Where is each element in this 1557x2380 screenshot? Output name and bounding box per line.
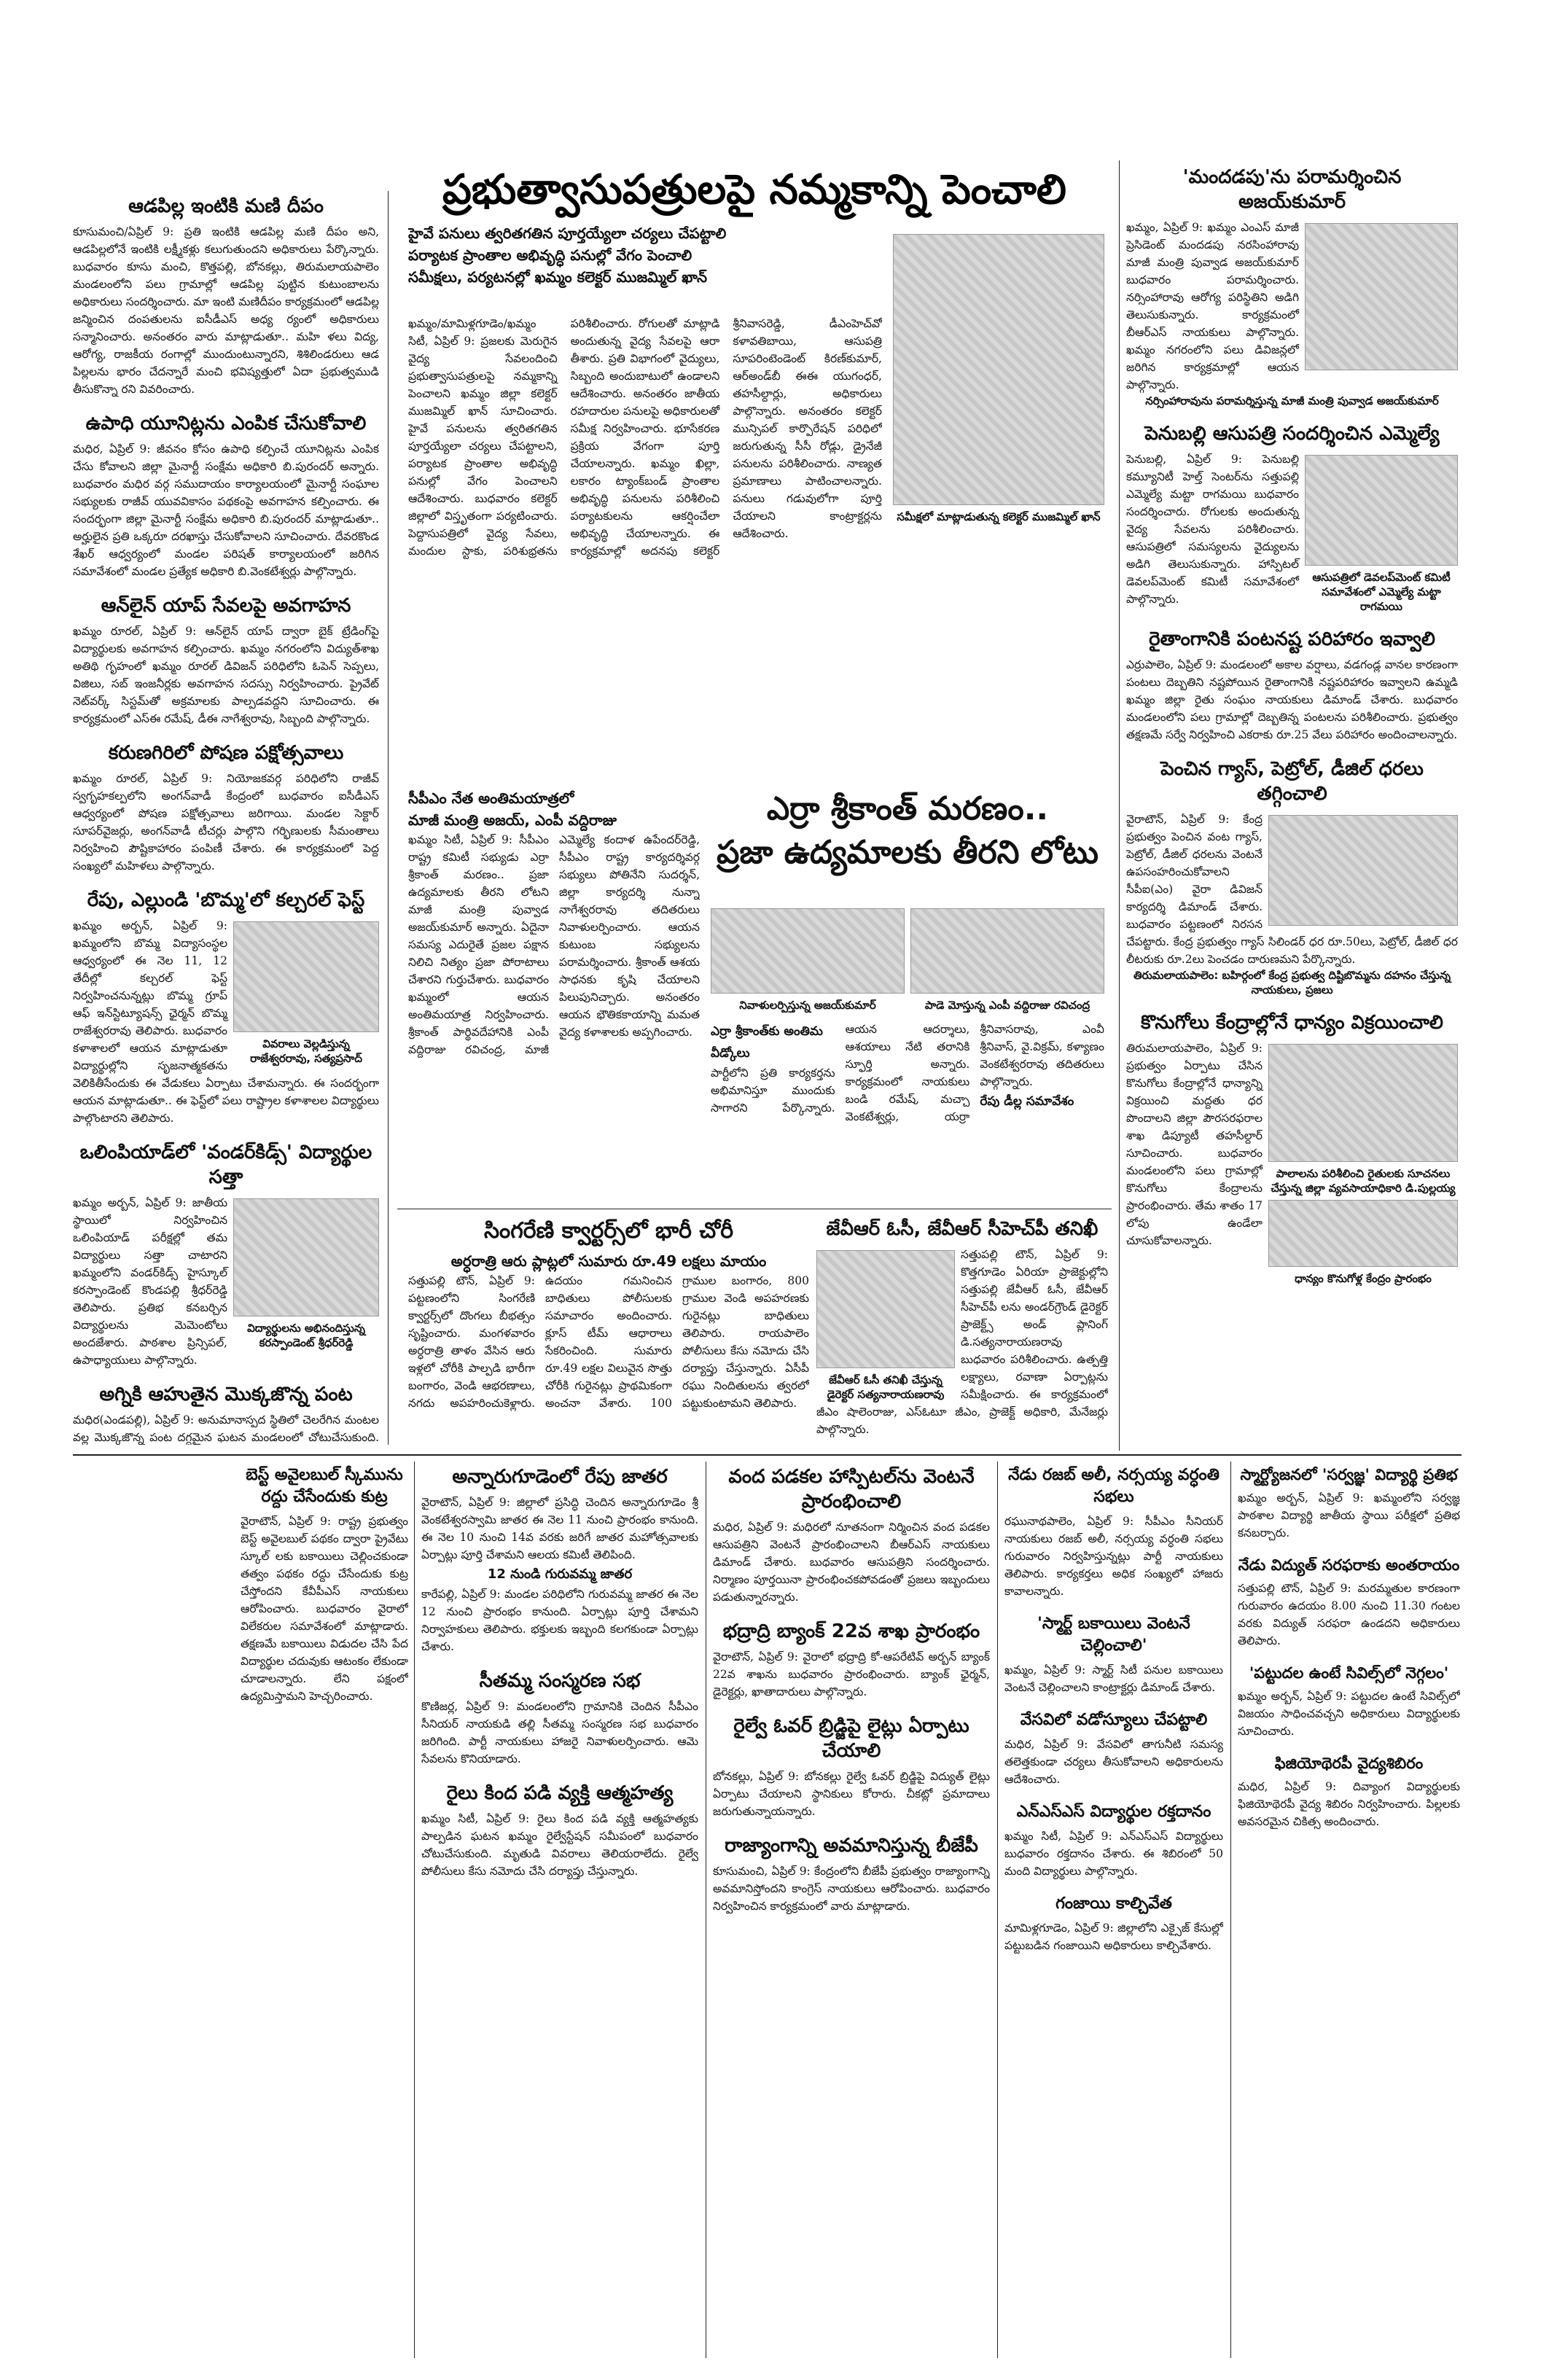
story-body: ఖమ్మం అర్బన్, ఏప్రిల్ 9: ఖమ్మంలోని సర్వజ్ఞ పాఠశాల విద్యార్థి జాతీయ స్థాయి పరీక్షలో ప్రతిభ కనబర్చారు. bbox=[1238, 1491, 1460, 1540]
jvr-story bbox=[816, 1214, 1108, 1447]
story-body: మామిళ్లగూడెం, ఏప్రిల్ 9: జిల్లాలోని ఎక్సైజ్ కేసుల్లో పట్టుబడిన గంజాయిని అధికారులు కాల్చివేశారు. bbox=[1004, 1921, 1223, 1952]
story-mandadapu bbox=[1126, 162, 1458, 408]
photo-block bbox=[233, 1194, 379, 1350]
headline: భద్రాద్రి బ్యాంక్ 22వ శాఖ ప్రారంభం bbox=[722, 1620, 980, 1642]
story-body: పార్టీలోని ప్రతి కార్యకర్తను అభిమానిస్తూ ముందుకు సాగారని పేర్కొన్నారు. ఆయన ఆదర్శాలు, ఆశయాలు నేటి తరానికి స్ఫూర్తి అన్నారు. కార్యక్రమంలో నాయకులు బండి రమేష్, మచ్చా వెంకటేశ్వర్లు, యర్రా శ్రీనివాసరావు, ఎంవీ శ్రీనివాస్, వై.విక్రమ్, కళ్యాణం వెంకటేశ్వరరావు తదితరులు పాల్గొన్నారు. bbox=[711, 1023, 1104, 1123]
photo-caption: నర్సింహారావును పరామర్శిస్తున్న మాజీ మంత్రి పువ్వాడ అజయ్‌కుమార్ bbox=[1145, 394, 1439, 407]
story-civils bbox=[1238, 1660, 1460, 1740]
right-column bbox=[1126, 162, 1458, 1452]
story-body: సత్తుపల్లి టౌన్, ఏప్రిల్ 9: కొత్తగూడెం ఏరియా ప్రాజెక్టుల్లోని సత్తుపల్లి జేవీఆర్ ఓసీ, జేవీఆర్ సీహెచ్‌పీ లను అండర్‌గ్రౌండ్ డైరెక్టర్ ప్రాజెక్ట్స్ అండ్ ప్లానింగ్ డి.సత్యనారాయణరావు బుధవారం పరిశీలించారు. ఉత్పత్తి లక్ష్యాలు, రవాణా ఏర్పాట్లను సమీక్షించారు. ఈ కార్యక్రమంలో జీఎం షాలెంరాజు, ఎస్‌ఓటూ జీఎం, ప్రాజెక్ట్ అధికారి, మేనేజర్లు పాల్గొన్నారు. bbox=[816, 1248, 1108, 1436]
photo-caption: నివాళులర్పిస్తున్న అజయ్‌కుమార్ bbox=[739, 999, 876, 1012]
headline: కొనుగోలు కేంద్రాల్లోనే ధాన్యం విక్రయించాలి bbox=[1141, 1012, 1443, 1034]
headline: ఎన్ఎస్ఎస్ విద్యార్థుల రక్తదానం bbox=[1016, 1803, 1211, 1821]
story-fuel-prices bbox=[1126, 754, 1458, 997]
cpm-story bbox=[408, 787, 700, 1203]
story-fire bbox=[73, 1379, 379, 1445]
story-penuballi bbox=[1126, 418, 1458, 614]
subhead: సమీక్షలు, పర్యటనల్లో ఖమ్మం కలెక్టర్ ముజమ్మిల్ ఖాన్ bbox=[408, 268, 708, 286]
story-body: వైరాటౌన్, ఏప్రిల్ 9: జిల్లాలో ప్రసిద్ధి చెందిన అన్నారుగూడెం శ్రీ వెంకటేశ్వరస్వామి జాతర ఈ నెల 11 నుంచి ప్రారంభం కానుంది. ఈ నెల 10 నుంచి 14వ వరకు జరిగే జాతర మహోత్సవాలకు ఏర్పాట్లు పూర్తి చేశామని ఆలయ కమిటీ తెలిపింది. bbox=[421, 1496, 698, 1561]
subhead: పర్యాటక ప్రాంతాల అభివృద్ధి పనుల్లో వేగం పెంచాలి bbox=[408, 246, 692, 264]
column-divider bbox=[1119, 160, 1120, 1451]
kicker: సీపీఎం నేత అంతిమయాత్రలో bbox=[408, 789, 574, 807]
story-body: ఖమ్మం అర్బన్, ఏప్రిల్ 9: జాతీయ స్థాయిలో నిర్వహించిన ఒలింపియాడ్ పరీక్షల్లో తమ విద్యార్థులు సత్తా చాటారని ఖమ్మంలోని వండర్‌కిడ్స్ హైస్కూల్ కరస్పాండెంట్ కొండపల్లి శ్రీధర్‌రెడ్డి తెలిపారు. ప్రతిభ కనబర్చిన విద్యార్థులను మెమెంటోలు అందజేశారు. పాఠశాల ప్రిన్సిపల్, ఉపాధ్యాయులు పాల్గొన్నారు. bbox=[73, 1196, 227, 1367]
story-body: వైరాటౌన్, ఏప్రిల్ 9: వైరాలో భద్రాద్రి కో-ఆపరేటివ్ అర్బన్ బ్యాంక్ 22వ శాఖను బుధవారం ప్రారంభించారు. బ్యాంక్ ఛైర్మన్, డైరెక్టర్లు, ఖాతాదారులు పాల్గొన్నారు. bbox=[713, 1650, 990, 1698]
story-body: పెనుబల్లి, ఏప్రిల్ 9: పెనుబల్లి కమ్యూనిటీ హెల్త్ సెంటర్‌ను సత్తుపల్లి ఎమ్మెల్యే మట్టా రాగమయి బుధవారం సందర్శించారు. రోగులకు అందుతున్న వైద్య సేవలను పరిశీలించారు. ఆసుపత్రిలో సమస్యలను వైద్యులను అడిగి తెలుసుకున్నారు. హాస్పిటల్ డెవలప్‌మెంట్ కమిటీ సమావేశంలో పాల్గొన్నారు. bbox=[1126, 453, 1299, 606]
photo-caption: ఆసుపత్రిలో డెవలప్‌మెంట్ కమిటీ సమావేశంలో ఎమ్మెల్యే మట్టా రాగమయి bbox=[1312, 571, 1451, 613]
headline: నేడు రజబ్ అలీ, నర్సయ్య వర్ధంతి సభలు bbox=[1008, 1466, 1220, 1506]
story-blood-donation bbox=[1004, 1798, 1223, 1880]
story-body: ఖమ్మం అర్బన్, ఏప్రిల్ 9: ఖమ్మంలోని బొమ్మ విద్యాసంస్థల ఆధ్వర్యంలో ఈ నెల 11, 12 తేదీల్లో కల్చరల్ ఫెస్ట్ నిర్వహించనున్నట్లు బొమ్మ గ్రూప్ ఆఫ్ ఇన్‌స్టిట్యూషన్స్ ఛైర్మన్ బొమ్మ రాజేశ్వరరావు తెలిపారు. బుధవారం కళాశాలలో ఆయన మాట్లాడుతూ విద్యార్థుల్లోని సృజనాత్మకతను వెలికితీసేందుకు ఈ వేడుకలు ఏర్పాటు చేశామన్నారు. ఈ సందర్భంగా ఆయన మాట్లాడుతూ.. ఈ ఫెస్ట్‌లో పలు రాష్ట్రాల కళాశాలల విద్యార్థులు పాల్గొంటారని తెలిపారు. bbox=[73, 919, 379, 1125]
headline: ఉపాధి యూనిట్లను ఎంపిక చేసుకోవాలి bbox=[85, 413, 367, 434]
story-olympiad bbox=[73, 1137, 379, 1369]
story-body: బోనకల్లు, ఏప్రిల్ 9: బోనకల్లు రైల్వే ఓవర్ బ్రిడ్జిపై విద్యుత్ లైట్లు ఏర్పాటు చేయాలని స్థానికులు కోరారు. చీకట్లో ప్రమాదాలు జరుగుతున్నాయన్నారు. bbox=[713, 1770, 990, 1818]
headline: జేవీఆర్ ఓసీ, జేవీఆర్ సీహెచ్‌పీ తనిఖీ bbox=[826, 1218, 1099, 1240]
story-rob-lights bbox=[713, 1711, 990, 1820]
headline: రైల్వే ఓవర్ బ్రిడ్జిపై లైట్లు ఏర్పాటు చేయాలి bbox=[733, 1715, 969, 1762]
story-constitution bbox=[713, 1830, 990, 1915]
photo-caption: పాలాలను పరిశీలించి రైతులకు సూచనలు చేస్తున్న జిల్లా వ్యవసాయాధికారి డి.పుల్లయ్య bbox=[1271, 1167, 1456, 1195]
photo-block bbox=[233, 917, 379, 1066]
story-body: ఎర్రుపాలెం, ఏప్రిల్ 9: మండలంలో అకాల వర్షాలు, వడగండ్ల వానల కారణంగా పంటలు దెబ్బతిని నష్టపోయిన రైతాంగానికి నష్టపరిహారం ఇవ్వాలని ఉమ్మడి ఖమ్మం జిల్లా రైతు సంఘం నాయకులు డిమాండ్ చేశారు. బుధవారం మండలంలోని పలు గ్రామాల్లో దెబ్బతిన్న పంటలను పరిశీలించారు. ప్రభుత్వం తక్షణమే సర్వే నిర్వహించి ఎకరాకు రూ.25 వేలు పరిహారం అందించాలన్నారు. bbox=[1126, 658, 1458, 741]
story-power-cut bbox=[1238, 1552, 1460, 1650]
bottom-col-2 bbox=[421, 1462, 698, 2358]
column-divider bbox=[997, 1462, 998, 2358]
photo-caption: తిరుమలాయపాలెం: బహిర్గంలో కేంద్ర ప్రభుత్వ దిష్టిబొమ్మను దహనం చేస్తున్న నాయకులు, ప్రజలు bbox=[1133, 969, 1451, 996]
news-photo bbox=[233, 921, 379, 1032]
horizontal-divider bbox=[73, 1454, 1462, 1456]
story-body: ఖమ్మం సిటీ, ఏప్రిల్ 9: రైలు కింద పడి వ్యక్తి ఆత్మహత్యకు పాల్పడిన ఘటన ఖమ్మం రైల్వేస్టేషన్ సమీపంలో బుధవారం చోటుచేసుకుంది. మృతుడి వివరాలు తెలియరాలేదు. రైల్వే పోలీసులు కేసు నమోదు చేసి దర్యాప్తు చేస్తున్నారు. bbox=[421, 1812, 698, 1878]
story-body: తిరుమలాయపాలెం, ఏప్రిల్ 9: ప్రభుత్వం ఏర్పాటు చేసిన కొనుగోలు కేంద్రాల్లోనే ధాన్యాన్ని విక్రయించి మద్దతు ధర పొందాలని జిల్లా పౌరసరఫరాల శాఖ డిప్యూటీ తహసీల్దార్ సూచించారు. బుధవారం మండలంలోని పలు గ్రామాల్లో కొనుగోలు కేంద్రాలను ప్రారంభించారు. తేమ శాతం 17 లోపు ఉండేలా చూసుకోవాలన్నారు. bbox=[1126, 1042, 1263, 1247]
story-body: కారేపల్లి, ఏప్రిల్ 9: మండల పరిధిలోని గురువమ్మ జాతర ఈ నెల 12 నుంచి ప్రారంభం కానుంది. ఏర్పాట్లు పూర్తి చేశామని నిర్వాహకులు తెలిపారు. భక్తులకు ఇబ్బంది కలగకుండా ఏర్పాట్లు చేశారు. bbox=[421, 1588, 698, 1653]
photo-block bbox=[1305, 219, 1458, 375]
headline: స్మార్ట్యోజనలో 'సర్వజ్ఞ' విద్యార్థి ప్రతిభ bbox=[1240, 1466, 1458, 1483]
column-divider bbox=[388, 191, 389, 1445]
cpm-photos bbox=[711, 904, 1104, 1013]
headline-line: ఎర్రా శ్రీకాంత్ మరణం.. bbox=[766, 790, 1049, 827]
story-body: ఖమ్మం రూరల్, ఏప్రిల్ 9: నియోజకవర్గ పరిధిలోని రాజీవ్ స్వగృహకల్పలోని అంగన్‌వాడీ కేంద్రంలో బుధవారం ఐసీడీఎస్ ఆధ్వర్యంలో పోషణ పక్షోత్సవాలు జరిగాయి. మండల సెక్టార్ సూపర్‌వైజర్లు, అంగన్‌వాడీ టీచర్లు పాల్గొని గర్భిణులకు సీమంతాలు నిర్వహించి పౌష్టికాహారం పంపిణీ చేశారు. ఈ కార్యక్రమంలో పెద్ద సంఖ్యలో మహిళలు పాల్గొన్నారు. bbox=[73, 772, 379, 873]
subhead: హైవే పనులు త్వరితగతిన పూర్తయ్యేలా చర్యలు చేపట్టాలి bbox=[408, 225, 727, 242]
photo-caption: వివరాలు వెల్లడిస్తున్న రాజేశ్వరరావు, సత్యప్రసాద్ bbox=[250, 1037, 362, 1065]
news-photo bbox=[233, 1198, 379, 1316]
story-upadhi bbox=[73, 408, 379, 580]
story-body: వైరాటౌన్, ఏప్రిల్ 9: కేంద్ర ప్రభుత్వం పెంచిన వంట గ్యాస్, పెట్రోల్, డీజిల్ ధరలను వెంటనే ఉపసంహరించుకోవాలని సీపీఐ(ఎం) వైరా డివిజన్ కార్యదర్శి డిమాండ్ చేశారు. బుధవారం పట్టణంలో నిరసన చేపట్టారు. కేంద్ర ప్రభుత్వం గ్యాస్ సిలిండర్ ధర రూ.50లు, పెట్రోల్, డీజిల్ ధర లీటరుకు రూ.2లు పెంచడం దారుణమని పేర్కొన్నారు. bbox=[1126, 813, 1458, 966]
bottom-col-5 bbox=[1238, 1462, 1460, 2358]
story-manideepam bbox=[73, 191, 379, 398]
headline: వంద పడకల హాస్పిటల్‌ను వెంటనే ప్రారంభించాలి bbox=[728, 1466, 975, 1513]
photo-caption: పాడె మోస్తున్న ఎంపీ వద్దిరాజు రవిచంద్ర bbox=[924, 999, 1090, 1012]
photo-block bbox=[1268, 811, 1458, 930]
headline: సింగరేణి క్వార్టర్స్‌లో భారీ చోరీ bbox=[484, 1218, 733, 1244]
headline: 'పట్టుదల ఉంటే సివిల్స్‌లో నెగ్గలం' bbox=[1249, 1664, 1449, 1682]
subhead: అర్ధరాత్రి ఆరు ప్లాట్లలో సుమారు రూ.49 లక్షలు మాయం bbox=[450, 1252, 767, 1270]
headline: రేపు, ఎల్లుండి 'బొమ్మ'లో కల్చరల్ ఫెస్ట్ bbox=[87, 889, 365, 911]
headline: గంజాయి కాల్చివేత bbox=[1055, 1895, 1172, 1913]
story-body: సత్తుపల్లి టౌన్, ఏప్రిల్ 9: మరమ్మతుల కారణంగా గురువారం ఉదయం 8.00 నుంచి 11.30 గంటల వరకు విద్యుత్ సరఫరా ఉండదని అధికారులు తెలిపారు. bbox=[1238, 1582, 1460, 1647]
story-body: మధిర, ఏప్రిల్ 9: జీవనం కోసం ఉపాధి కల్పించే యూనిట్లను ఎంపిక చేసు కోవాలని జిల్లా మైనార్టీ సంక్షేమ అధికారి బి.పురందర్ అన్నారు. బుధవారం మధిర వర్గ సముదాయం కార్యాలయంలో మైనార్టీ సంఘాల సభ్యులకు రాజీవ్ యువవికాసం పథకంపై అవగాహన కల్పించారు. ఈ సందర్భంగా జిల్లా మైనార్టీ సంక్షేమ అధికారి బి.పురందర్ మాట్లాడుతూ.. అర్హులైన ప్రతి ఒక్కరూ దరఖాస్తు చేసుకోవాలని సూచించారు. దేవరకొండ శేఖర్ ఆధ్వర్యంలో మండల పరిషత్ కార్యాలయంలో జరిగిన సమావేశంలో మండల ప్రత్యేక అధికారి బి.వెంకటేశ్వర్లు పాల్గొన్నారు. bbox=[73, 442, 379, 578]
headline: కరుణగిరిలో పోషణ పక్షోత్సవాలు bbox=[108, 742, 344, 764]
lead-subheads bbox=[408, 222, 918, 310]
story-smart-dues bbox=[1004, 1610, 1223, 1696]
headline: సీతమ్మ సంస్మరణ సభ bbox=[479, 1670, 641, 1692]
story-body: ఖమ్మం సిటీ, ఏప్రిల్ 9: ఎన్ఎస్ఎస్ విద్యార్థులు బుధవారం రక్తదానం చేశారు. ఈ శిబిరంలో 50 మంది విద్యార్థులు పాల్గొన్నారు. bbox=[1004, 1830, 1223, 1878]
story-online-app bbox=[73, 590, 379, 727]
kicker: మాజీ మంత్రి అజయ్, ఎంపీ వద్దిరాజు bbox=[408, 811, 617, 829]
photo-block bbox=[1268, 1039, 1458, 1286]
cpm-continued bbox=[711, 1021, 1104, 1203]
bottom-col-3 bbox=[713, 1462, 990, 2358]
story-ganja bbox=[1004, 1890, 1223, 1954]
photo-caption: విద్యార్థులను అభినందిస్తున్న కరస్పాండెంట్ శ్రీధర్‌రెడ్డి bbox=[247, 1322, 365, 1349]
photo-caption: ధాన్యం కొనుగోళ్ల కేంద్రం ప్రారంభం bbox=[1295, 1272, 1432, 1285]
lead-headline: ప్రభుత్వాసుపత్రులపై నమ్మకాన్ని పెంచాలి bbox=[442, 166, 1066, 214]
news-photo bbox=[910, 908, 1104, 994]
headline: ఆన్‌లైన్ యాప్ సేవలపై అవగాహన bbox=[101, 595, 351, 617]
news-photo bbox=[816, 1250, 955, 1368]
story-body: ఖమ్మం అర్బన్, ఏప్రిల్ 9: పట్టుదల ఉంటే సివిల్స్‌లో విజయం సాధించవచ్చని అధికారులు విద్యార్థులకు సూచించారు. bbox=[1238, 1690, 1460, 1738]
photo-caption: సమీక్షలో మాట్లాడుతున్న కలెక్టర్ ముజమ్మిల్ ఖాన్ bbox=[897, 510, 1101, 523]
story-sarvagna bbox=[1238, 1462, 1460, 1542]
story-body: మధిర, ఏప్రిల్ 9: మధిరలో నూతనంగా నిర్మించిన వంద పడకల ఆసుపత్రిని వెంటనే ప్రారంభించాలని బీఆర్ఎస్ నాయకులు డిమాండ్ చేశారు. బుధవారం ఆసుపత్రిని సందర్శించారు. నిర్మాణం పూర్తయినా ప్రారంభించకపోవడంతో ప్రజలు ఇబ్బందులు పడుతున్నారన్నారు. bbox=[713, 1521, 990, 1604]
headline: వేసవిలో వడోస్యూలు చేపట్టాలి bbox=[1020, 1711, 1208, 1729]
news-photo bbox=[1268, 1200, 1458, 1267]
subhead: 12 నుండి గురువమ్మ జాతర bbox=[487, 1566, 633, 1582]
news-photo bbox=[1305, 455, 1458, 566]
news-photo bbox=[1268, 815, 1458, 926]
headline: 'మందడపు'ను పరామర్శించిన అజయ్‌కుమార్ bbox=[1182, 166, 1402, 213]
news-photo bbox=[1305, 223, 1458, 370]
headline: నేడు విద్యుత్ సరఫరాకు అంతరాయం bbox=[1238, 1556, 1460, 1574]
cpm-headline bbox=[711, 787, 1104, 897]
headline-line: ప్రజా ఉద్యమాలకు తీరని లోటు bbox=[717, 834, 1099, 871]
story-body: కూసుమంచి/ఏప్రిల్ 9: ప్రతి ఇంటికి ఆడపిల్ల మణి దీపం అని, ఆడపిల్లలోనే ఇంటికి లక్ష్మీకళ్లు కలుగుతుందని అధికారులు పేర్కొన్నారు. బుధవారం కూసు మంచి, కొత్తపల్లి, బోనకల్లు, తిరుమలాయపాలెం మండలంలోని పలు గ్రామాల్లో ఆడపిల్ల పుట్టిన కుటుంబాలను అధికారులు సందర్శించారు. మా ఇంటి మణిదీపం కార్యక్రమంలో ఆడపిల్ల జన్మించిన దంపతులను ఐసీడీఎస్ అధ్య ర్యంలో అధికారులు సన్మానించారు. అనంతరం వారు మాట్లాడుతూ.. మహి ళలు విద్య, ఆరోగ్య, రాజకీయ రంగాల్లో ముందుంటున్నారని, శిశిలిండరులు ఆడ పిల్లలను భారం చేదన్నారే మంచి భవిష్యత్తులో ఏదా ప్రభుత్వముడి తీసుకొన్నా రని వివరించారు. bbox=[73, 225, 379, 396]
lead-body bbox=[408, 315, 882, 781]
headline: ఫిజియోథెరపీ వైద్యశిబిరం bbox=[1274, 1755, 1424, 1772]
bottom-col-4 bbox=[1004, 1462, 1223, 2358]
story-body: మధిర, ఏప్రిల్ 9: వేసవిలో తాగునీటి సమస్య తలెత్తకుండా చర్యలు తీసుకోవాలని అధికారులను ఆదేశించారు. bbox=[1004, 1738, 1223, 1786]
story-body: మధిర, ఏప్రిల్ 9: దివ్యాంగ విద్యార్థులకు ఫిజియోథెరపీ వైద్య శిబిరం నిర్వహించారు. పిల్లలకు అవసరమైన చికిత్స అందించారు. bbox=[1238, 1780, 1460, 1828]
headline: బెస్ట్ అవైలబుల్ స్కీమును రద్దు చేసేందుకు కుట్ర bbox=[246, 1466, 403, 1506]
photo-block bbox=[1305, 450, 1458, 614]
photo-block bbox=[816, 1246, 955, 1402]
headline: పెనుబల్లి ఆసుపత్రి సందర్శించిన ఎమ్మెల్యే bbox=[1144, 423, 1440, 445]
story-body: ఖమ్మం రూరల్, ఏప్రిల్ 9: ఆన్‌లైన్ యాప్ ద్వారా బైక్ ట్రేడింగ్‌పై విద్యార్థులకు అవగాహన కల్పించారు. ఖమ్మం నగరంలోని విద్యుత్‌శాఖ అతిథి గృహంలో ఖమ్మం రూరల్ డివిజన్ పరిధిలోని ఓపెన్ సెప్పలు, విజిలు, సబ్ ఇంజనీర్లకు అవగాహన సదస్సు నిర్వహించారు. ప్రైవేట్ నెట్‌వర్క్ సిస్టమ్‌తో అక్రమాలకు పాల్పడవద్దని సూచించారు. ఈ కార్యక్రమంలో ఎస్ఈ రమేష్, డీఈ నాగేశ్వరావు, సిబ్బంది పాల్గొన్నారు. bbox=[73, 625, 379, 725]
story-cultural-fest bbox=[73, 885, 379, 1127]
story-body: ఖమ్మం, ఏప్రిల్ 9: స్మార్ట్ సిటీ పనుల బకాయిలు వెంటనే చెల్లించాలని కాంట్రాక్టర్లు డిమాండ్ చేశారు. bbox=[1004, 1663, 1223, 1694]
story-body: రఘునాథపాలెం, ఏప్రిల్ 9: సీపీఎం సీనియర్ నాయకులు రజబ్ అలీ, నర్సయ్య వర్ధంతి సభలు గురువారం నిర్వహిస్తున్నట్లు పార్టీ నాయకులు తెలిపారు. కార్యకర్తలు అధిక సంఖ్యలో హాజరు కావాలన్నారు. bbox=[1004, 1515, 1223, 1598]
story-hospital bbox=[713, 1462, 990, 1606]
story-best-available bbox=[241, 1462, 408, 1705]
news-photo bbox=[1268, 1044, 1458, 1162]
story-vardhanti bbox=[1004, 1462, 1223, 1600]
story-body: సత్తుపల్లి టౌన్, ఏప్రిల్ 9: పట్టణంలోని సింగరేణి క్వార్టర్స్‌లో దొంగలు బీభత్సం సృష్టించారు. మంగళవారం అర్ధరాత్రి తాళం వేసిన ఆరు ఇళ్లలో చోరీకి పాల్పడి భారీగా బంగారం, వెండి ఆభరణాలు, నగదు అపహరించుకెళ్లారు. ఉదయం గమనించిన బాధితులు పోలీసులకు సమాచారం అందించారు. క్లూస్ టీమ్ ఆధారాలు సేకరించింది. సుమారు రూ.49 లక్షల విలువైన సొత్తు చోరీకి గురైనట్లు ప్రాథమికంగా అంచనా వేశారు. 100 గ్రాముల బంగారం, 800 గ్రాముల వెండి అపహరణకు గురైనట్లు బాధితులు తెలిపారు. రాయపాలెం పోలీసులు కేసు నమోదు చేసి దర్యాప్తు చేస్తున్నారు. ఏసీపీ రఘు నిందితులను త్వరలో పట్టుకుంటామని తెలిపారు. bbox=[408, 1274, 809, 1410]
photo-caption: జేవీఆర్ ఓసీ తనిఖీ చేస్తున్న డైరెక్టర్ సత్యనారాయణరావు bbox=[827, 1373, 945, 1401]
headline: అగ్నికి ఆహుతైన మొక్కజొన్న పంట bbox=[99, 1384, 353, 1405]
headline: రాజ్యాంగాన్ని అవమానిస్తున్న బీజేపీ bbox=[725, 1835, 978, 1857]
story-jatara bbox=[421, 1462, 698, 1655]
headline: ఒలింపియాడ్‌లో 'వండర్‌కిడ్స్' విద్యార్థుల సత్తా bbox=[79, 1142, 372, 1188]
headline: రైలు కింద పడి వ్యక్తి ఆత్మహత్య bbox=[446, 1782, 674, 1804]
story-suicide bbox=[421, 1778, 698, 1880]
column-divider bbox=[1230, 1462, 1231, 2358]
headline: పెంచిన గ్యాస్, పెట్రోల్, డీజిల్ ధరలు తగ్గించాలి bbox=[1160, 758, 1424, 805]
headline: అన్నారుగూడెంలో రేపు జాతర bbox=[452, 1466, 668, 1488]
headline: ఆడపిల్ల ఇంటికి మణి దీపం bbox=[128, 195, 324, 217]
column-divider bbox=[414, 1462, 415, 2358]
news-photo bbox=[893, 234, 1104, 505]
headline: రైతాంగానికి పంటనష్ట పరిహారం ఇవ్వాలి bbox=[1149, 628, 1435, 650]
subhead: రేపు డీల్ల సమావేశం bbox=[980, 1094, 1074, 1109]
story-body: ఖమ్మం సిటీ, ఏప్రిల్ 9: సీపీఎం రాష్ట్ర కమిటీ సభ్యుడు ఎర్రా శ్రీకాంత్ మరణం.. ప్రజా ఉద్యమాలకు తీరని లోటని మాజీ మంత్రి పువ్వాడ అజయ్‌కుమార్ అన్నారు. ఏదైనా సమస్య ఎదురైతే ప్రజల పక్షాన నిలిచి నిత్యం ప్రజా పోరాటాలు చేశారని గుర్తుచేశారు. బుధవారం ఖమ్మంలో ఆయన అంతిమయాత్ర నిర్వహించారు. శ్రీకాంత్ పార్థివదేహానికి ఎంపీ వద్దిరాజు రవిచంద్ర, మాజీ ఎమ్మెల్యే కందాళ ఉపేందర్‌రెడ్డి, సీపీఎం రాష్ట్ర కార్యదర్శివర్గ సభ్యులు పోతినేని సుదర్శన్, జిల్లా కార్యదర్శి నున్నా నాగేశ్వరరావు తదితరులు నివాళులర్పించారు. ఆయన కుటుంబ సభ్యులను పరామర్శించారు. శ్రీకాంత్ ఆశయ సాధనకు కృషి చేయాలని పిలుపునిచ్చారు. అనంతరం ఆయన భౌతికకాయాన్ని మమత వైద్య కళాశాలకు అప్పగించారు. bbox=[408, 833, 700, 1056]
lead-photo-block bbox=[893, 230, 1104, 536]
subhead: ఎర్రా శ్రీకాంత్‌కు అంతిమ వీడ్కోలు bbox=[711, 1024, 823, 1061]
news-photo bbox=[711, 908, 905, 994]
story-physio bbox=[1238, 1750, 1460, 1830]
story-body: వైరాటౌన్, ఏప్రిల్ 9: రాష్ట్ర ప్రభుత్వం బెస్ట్ అవైలబుల్ పథకం ద్వారా ప్రైవేటు స్కూల్ లకు బకాయిలు చెల్లించకుండా తత్వం పథకం రద్దు చేసేందుకు కుట్ర చేస్తోందని కేవీపీఎస్ నాయకులు ఆరోపించారు. బుధవారం వైరాలో విలేకరుల సమావేశంలో మాట్లాడారు. తక్షణమే బకాయిలు విడుదల చేసి పేద విద్యార్థుల చదువుకు ఆటంకం లేకుండా చూడాలన్నారు. లేని పక్షంలో ఉద్యమిస్తామని హెచ్చరించారు. bbox=[241, 1515, 408, 1703]
story-seethamma bbox=[421, 1666, 698, 1768]
story-body: ఖమ్మం, ఏప్రిల్ 9: ఖమ్మం ఎంఎస్ మాజీ ప్రెసిడెంట్ మందడపు నరసింహారావు మాజీ మంత్రి పువ్వాడ అజయ్‌కుమార్ బుధవారం పరామర్శించారు. నర్సింహారావు ఆరోగ్య పరిస్థితిని అడిగి తెలుసుకున్నారు. కార్యక్రమంలో బీఆర్ఎస్ నాయకులు పాల్గొన్నారు. ఖమ్మం నగరంలోని పలు డివిజన్లలో జరిగిన కార్యక్రమాల్లో ఆయన పాల్గొన్నారు. bbox=[1126, 221, 1299, 391]
story-body: కూసుమంచి, ఏప్రిల్ 9: కేంద్రంలోని బీజేపీ ప్రభుత్వం రాజ్యాంగాన్ని అవమానిస్తోందని కాంగ్రెస్ నాయకులు ఆరోపించారు. బుధవారం నిర్వహించిన కార్యక్రమంలో వారు మాట్లాడారు. bbox=[713, 1865, 990, 1913]
story-body: ఖమ్మం/మామిళ్లగూడెం/ఖమ్మం సిటీ, ఏప్రిల్ 9: ప్రజలకు మెరుగైన వైద్య సేవలందించి ప్రభుత్వాసుపత్రులపై నమ్మకాన్ని పెంచాలని ఖమ్మం జిల్లా కలెక్టర్ ముజమ్మిల్ ఖాన్ సూచించారు. హైవే పనులను త్వరితగతిన పూర్తయ్యేలా చర్యలు చేపట్టాలని, పర్యాటక ప్రాంతాల అభివృద్ధి పనుల్లో వేగం పెంచాలని ఆదేశించారు. బుధవారం కలెక్టర్ జిల్లాలో విస్తృతంగా పర్యటించారు. పెద్దాసుపత్రిలో వైద్య సేవలు, మందుల స్టాకు, పరిశుభ్రతను పరిశీలించారు. రోగులతో మాట్లాడి అందుతున్న వైద్య సేవలపై ఆరా తీశారు. ప్రతి విభాగంలో వైద్యులు, సిబ్బంది అందుబాటులో ఉండాలని ఆదేశించారు. అనంతరం జాతీయ రహదారుల పనులపై అధికారులతో సమీక్ష నిర్వహించారు. భూసేకరణ ప్రక్రియ వేగంగా పూర్తి చేయాలన్నారు. ఖమ్మం ఖిల్లా, లకారం ట్యాంక్‌బండ్ ప్రాంతాల అభివృద్ధి పనులను పరిశీలించి పర్యాటకులను ఆకర్షించేలా అభివృద్ధి చేయాలన్నారు. ఈ కార్యక్రమాల్లో అదనపు కలెక్టర్ శ్రీనివాసరెడ్డి, డీఎంహెచ్‌వో కళావతిబాయి, ఆసుపత్రి సూపరింటెండెంట్ కిరణ్‌కుమార్, ఆర్‌అండ్‌బీ ఈఈ యుగంధర్, తహసీల్దార్లు, అధికారులు పాల్గొన్నారు. అనంతరం కలెక్టర్ మున్సిపల్ కార్పొరేషన్ పరిధిలో జరుగుతున్న సీసీ రోడ్లు, డ్రైనేజీ పనులను పరిశీలించారు. నాణ్యత ప్రమాణాలు పాటించాలన్నారు. పనులు గడువులోగా పూర్తి చేయాలని కాంట్రాక్టర్లను ఆదేశించారు. bbox=[408, 317, 882, 558]
singareni-story bbox=[408, 1214, 809, 1447]
story-body: మధిర(ఎండపల్లి), ఏప్రిల్ 9: అనుమానాస్పద స్థితిలో చెలరేగిన మంటల వల్ల మొక్కజొన్న పంట దగ్ధమైన ఘటన మండలంలో చోటుచేసుకుంది. bbox=[73, 1413, 379, 1444]
story-poshana bbox=[73, 738, 379, 875]
story-grain-purchase bbox=[1126, 1007, 1458, 1286]
story-summer bbox=[1004, 1706, 1223, 1788]
story-body: కొణిజర్ల, ఏప్రిల్ 9: మండలంలోని గ్రామానికి చెందిన సీపీఎం సీనియర్ నాయకుడి తల్లి సీతమ్మ సంస్మరణ సభ బుధవారం జరిగింది. పార్టీ నాయకులు హాజరై నివాళులర్పించారు. ఆమె సేవలను కొనియాడారు. bbox=[421, 1700, 698, 1766]
bottom-col-1 bbox=[241, 1462, 408, 2358]
story-crop-loss bbox=[1126, 624, 1458, 744]
headline: 'స్మార్ట్ బకాయిలు వెంటనే చెల్లించాలి' bbox=[1037, 1615, 1190, 1655]
story-bank bbox=[713, 1616, 990, 1701]
left-column bbox=[73, 191, 379, 1445]
